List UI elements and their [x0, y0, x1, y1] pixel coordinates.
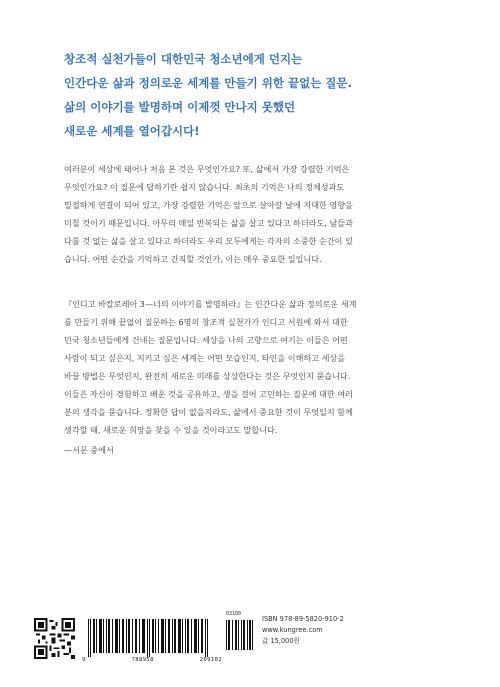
paragraph-line: 여러분이 세상에 태어나 처음 본 것은 무엇인가요? 또, 삶에서 가장 강렬한 기억은	[64, 164, 350, 174]
paragraph-line: 를 만들기 위해 끝없이 질문하는 6명의 창조적 실천가가 인디고 서원에 와서 대한	[64, 317, 348, 327]
source-attribution: —서문 중에서	[64, 445, 114, 455]
headline-line-1: 창조적 실천가들이 대한민국 청소년에게 던지는	[64, 52, 303, 66]
barcode-addon-bars	[226, 620, 254, 650]
body-paragraph-2	[64, 295, 444, 439]
website-link[interactable]: www.kungree.com	[262, 626, 323, 634]
isbn-text: ISBN 978-89-5820-910-2	[262, 615, 344, 623]
paragraph-line: 무엇인가요? 이 질문에 답하기란 쉽지 않습니다. 최초의 기억은 나의 정체성과도	[64, 182, 345, 192]
paragraph-line: 민국 청소년들에게 건네는 질문입니다. 세상을 나의 고향으로 여기는 이들은 어떤	[64, 335, 348, 345]
paragraph-line: 다를 것 없는 삶을 살고 있다고 하더라도 우리 모두에게는 각자의 소중한 순간이 있	[64, 236, 353, 246]
barcode-bars	[82, 619, 222, 657]
barcode-addon-label: 03100	[226, 611, 242, 617]
isbn-barcode	[82, 619, 222, 667]
paragraph-line: 이들은 자신이 경험하고 배운 것을 공유하고, 생을 걸어 고민하는 질문에 대한 여러	[64, 389, 353, 399]
headline-line-4: 새로운 세계를 열어갑시다!	[64, 124, 200, 138]
headline	[64, 47, 454, 143]
barcode-digit-group: 209102	[199, 657, 222, 663]
paragraph-line: 미칠 것이기 때문입니다. 아무리 매일 반복되는 삶을 살고 있다고 하더라도, 남들과	[64, 218, 353, 228]
body-paragraph-1	[64, 160, 444, 268]
barcode-digit-group: 788958	[131, 657, 154, 663]
paragraph-line: 밀접하게 연결이 되어 있고, 가장 강렬한 기억은 앞으로 살아갈 날에 지대한 영향을	[64, 200, 353, 210]
headline-line-3: 삶의 이야기를 발명하며 이제껏 만나지 못했던	[64, 100, 296, 114]
paragraph-line: 분의 생각을 묻습니다. 정확한 답이 없을지라도, 삶에서 중요한 것이 무엇일지 함께	[64, 407, 353, 417]
price-text: 값 15,000원	[262, 637, 300, 645]
paragraph-line: 『인디고 바칼로레아 3—너의 이야기를 발명하라』는 인간다운 삶과 정의로운 세계	[64, 299, 357, 309]
publisher-info	[262, 614, 344, 647]
barcode-digit-group: 9	[82, 657, 86, 663]
headline-line-2: 인간다운 삶과 정의로운 세계를 만들기 위한 끝없는 질문.	[64, 76, 352, 90]
paragraph-line: 사람이 되고 싶은지, 지키고 싶은 세계는 어떤 모습인지, 타인을 이해하고 세상을	[64, 353, 346, 363]
paragraph-line: 바꿀 방법은 무엇인지, 완전히 새로운 미래를 상상한다는 것은 무엇인지 묻습니다.	[64, 371, 351, 381]
paragraph-line: 습니다. 어떤 순간을 기억하고 간직할 것인가, 이는 매우 중요한 일입니다.	[64, 254, 322, 264]
paragraph-line: 생각할 때, 새로운 희망을 찾을 수 있을 것이라고도 말합니다.	[64, 425, 278, 435]
barcode-digits	[82, 657, 222, 663]
qr-code	[34, 618, 75, 659]
